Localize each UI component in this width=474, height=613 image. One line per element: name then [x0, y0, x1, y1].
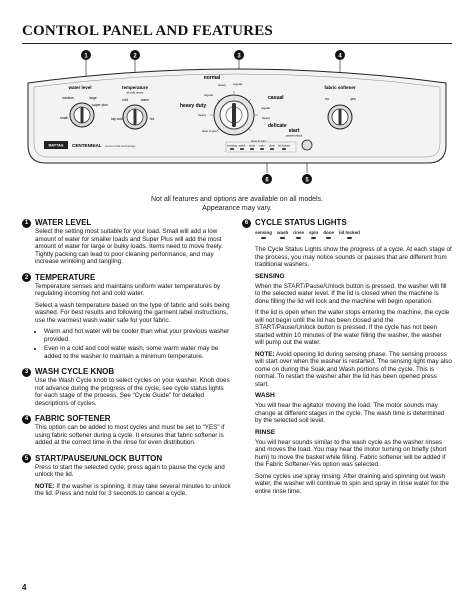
subheading-rinse: RINSE — [255, 428, 276, 436]
section-number: 6 — [242, 219, 251, 228]
status-light-wash: wash — [277, 230, 288, 239]
right-column — [242, 218, 452, 502]
callout-5 — [302, 174, 312, 184]
svg-text:all cold rinses: all cold rinses — [126, 90, 144, 95]
svg-text:small: small — [60, 116, 68, 120]
section-temperature — [22, 273, 232, 361]
svg-text:cold: cold — [121, 98, 129, 102]
paragraph: Select the setting most suitable for your load. Small will add a low amount of water for smaller loads and Super Plus will add the most amount of water for large or bulky loads. Items need to move freely. Tightly packing can lead to poor cleaning performance, and may increase wrinkling and tangling. — [35, 228, 223, 265]
svg-text:delicate: delicate — [268, 123, 287, 129]
section-heading: START/PAUSE/UNLOCK BUTTON — [35, 453, 163, 463]
svg-text:regular: regular — [261, 106, 271, 110]
svg-text:drain & spin: drain & spin — [202, 129, 217, 133]
caption-line-2: Appearance may vary. — [202, 205, 272, 212]
svg-text:sensing: sensing — [227, 143, 237, 148]
section-heading: WATER LEVEL — [35, 218, 92, 227]
svg-text:heavy: heavy — [198, 113, 207, 117]
svg-text:rinse: rinse — [248, 143, 256, 148]
section-water-level — [22, 218, 232, 266]
paragraph: This option can be added to most cycles and must be set to “YES” if using fabric softener during a cycle. It ensures that fabric softener is added at the correct time in the rinse for even distribution. — [35, 424, 225, 446]
page-title: CONTROL PANEL AND FEATURES — [22, 23, 273, 39]
section-cycle-status-lights — [242, 218, 452, 495]
list-item: • Even in a cold and cool water wash, some warm water may be added to the washer to maintain a minimum temperature. — [44, 345, 232, 360]
title-divider — [22, 43, 452, 44]
svg-text:regular: regular — [233, 82, 243, 86]
svg-text:warm: warm — [140, 98, 150, 102]
status-light-sensing: sensing — [255, 230, 272, 239]
subheading-sensing: SENSING — [255, 272, 285, 280]
svg-text:no: no — [325, 97, 329, 101]
svg-text:5: 5 — [305, 177, 309, 184]
section-number: 2 — [22, 273, 31, 282]
status-light-spin: spin — [309, 230, 318, 239]
status-light-lid-locked: lid locked — [339, 230, 360, 239]
callout-2 — [130, 50, 140, 60]
callout-1 — [81, 50, 91, 60]
note-label: NOTE: — [255, 350, 275, 358]
svg-text:start: start — [288, 128, 300, 134]
svg-text:large: large — [89, 96, 97, 100]
status-lights-legend — [255, 230, 452, 239]
paragraph: Some cycles use spray rinsing. After draining and spinning out wash water, the washer will continue to spin and spray in rinse water for the entire rinse time. — [255, 472, 449, 495]
section-heading: TEMPERATURE — [35, 272, 96, 282]
note-paragraph — [35, 483, 232, 498]
subheading-wash: WASH — [255, 392, 275, 399]
list-item: • Warm and hot water will be cooler than what your previous washer provided. — [44, 328, 232, 343]
svg-text:3: 3 — [237, 53, 241, 60]
svg-text:heavy: heavy — [218, 83, 227, 87]
svg-text:fabric softener: fabric softener — [324, 85, 356, 90]
note-text: If the washer is spinning, it may take several minutes to unlock the lid. Press and hold for 3 seconds to cancel a cycle. — [35, 482, 231, 497]
paragraph: The Cycle Status Lights show the progress of a cycle. At each stage of the process, you may notice sounds or pauses that are different from traditional washers. — [255, 246, 452, 268]
svg-text:tap cold: tap cold — [111, 117, 123, 121]
svg-text:normal: normal — [203, 75, 221, 81]
svg-text:spin: spin — [259, 143, 265, 148]
image-caption — [0, 195, 474, 213]
svg-text:heavy: heavy — [262, 116, 271, 120]
svg-text:lid locked: lid locked — [278, 143, 290, 148]
paragraph: Temperature senses and maintains uniform water temperatures by regulating incoming hot and cold water. — [35, 282, 221, 297]
paragraph: Press to start the selected cycle; press again to pause the cycle and unlock the lid. — [35, 463, 225, 478]
svg-text:yes: yes — [350, 97, 356, 101]
section-heading: FABRIC SOFTENER — [35, 414, 111, 423]
svg-text:regular: regular — [204, 93, 214, 97]
svg-text:done: done — [268, 143, 276, 148]
svg-text:commercial technology: commercial technology — [105, 144, 136, 148]
svg-text:6: 6 — [265, 177, 269, 184]
status-light-rinse: rinse — [293, 230, 304, 239]
svg-text:pause/unlock: pause/unlock — [285, 133, 303, 138]
svg-text:CENTENNIAL: CENTENNIAL — [72, 143, 102, 148]
svg-text:wash: wash — [238, 143, 246, 148]
note-text: Avoid opening lid during sensing phase. The sensing process will start over when the washer is restarted. The sensing light may also come on during the Soak and Wash portions of the cycle. This is normal. To restart the washer after the lid has been opened press start. — [255, 350, 452, 388]
section-heading: CYCLE STATUS LIGHTS — [255, 218, 347, 227]
svg-text:water level: water level — [68, 85, 92, 90]
note-paragraph — [255, 351, 452, 389]
section-start-pause-unlock — [22, 454, 232, 498]
paragraph: You will hear the agitator moving the load. The motor sounds may change at different stages in the cycle. The wash time is determined by the selected soil level. — [255, 402, 445, 424]
section-number: 4 — [22, 415, 31, 424]
svg-text:medium: medium — [61, 96, 75, 100]
control-panel-illustration — [22, 49, 452, 189]
paragraph: Select a wash temperature based on the type of fabric and soils being washed. For best results and following the garment label instructions, use the warmest wash water safe for your fabric. — [35, 301, 230, 324]
bullet-list — [35, 328, 232, 360]
page-number: 4 — [22, 583, 27, 592]
svg-text:4: 4 — [338, 53, 342, 60]
section-number: 5 — [22, 454, 31, 463]
paragraph: You will hear sounds similar to the wash cycle as the washer rinses and moves the load. You may hear the motor turning on briefly (short hum) to move the basket while filling. Fabric softener will be added if the Fabric Softener-Yes option was selected. — [255, 438, 447, 468]
callout-3 — [234, 50, 244, 60]
left-column — [22, 218, 232, 505]
paragraph: Use the Wash Cycle knob to select cycles on your washer. Knob does not advance during the progress of the cycle, see cycle status lights for each stage of the process. See “Cycle Guide” for detailed descriptions of cycles. — [35, 377, 230, 407]
svg-text:hot: hot — [149, 117, 155, 121]
caption-line-1: Not all features and options are available on all models. — [151, 196, 323, 203]
section-number: 1 — [22, 219, 31, 228]
section-heading: WASH CYCLE KNOB — [35, 367, 115, 376]
svg-text:MAYTAG: MAYTAG — [48, 143, 64, 148]
svg-text:temperature: temperature — [121, 85, 149, 90]
callout-6 — [262, 174, 272, 184]
section-number: 3 — [22, 368, 31, 377]
svg-text:super plus: super plus — [92, 103, 108, 107]
svg-text:heavy duty: heavy duty — [180, 103, 207, 109]
status-light-done: done — [323, 230, 334, 239]
note-label: NOTE: — [35, 482, 55, 490]
svg-text:rinse & spin: rinse & spin — [251, 139, 266, 143]
callout-4 — [335, 50, 345, 60]
paragraph: If the lid is open when the water stops entering the machine, the cycle will not begin until the lid has been closed and the START/Pause/Unlock button is pressed. If the cycle has not been started within 10 minutes of the water filling the washer, the washer will pump out the water. — [255, 309, 450, 346]
svg-text:casual: casual — [268, 95, 284, 101]
section-wash-cycle-knob — [22, 367, 232, 407]
section-fabric-softener — [22, 414, 232, 447]
paragraph: When the START/Pause/Unlock button is pressed, the washer will fill to the selected water level. If the lid is closed when the machine is done filling the lid will lock and the machine will begin operation. — [255, 282, 447, 305]
svg-text:1: 1 — [84, 53, 88, 60]
svg-text:2: 2 — [133, 53, 137, 60]
